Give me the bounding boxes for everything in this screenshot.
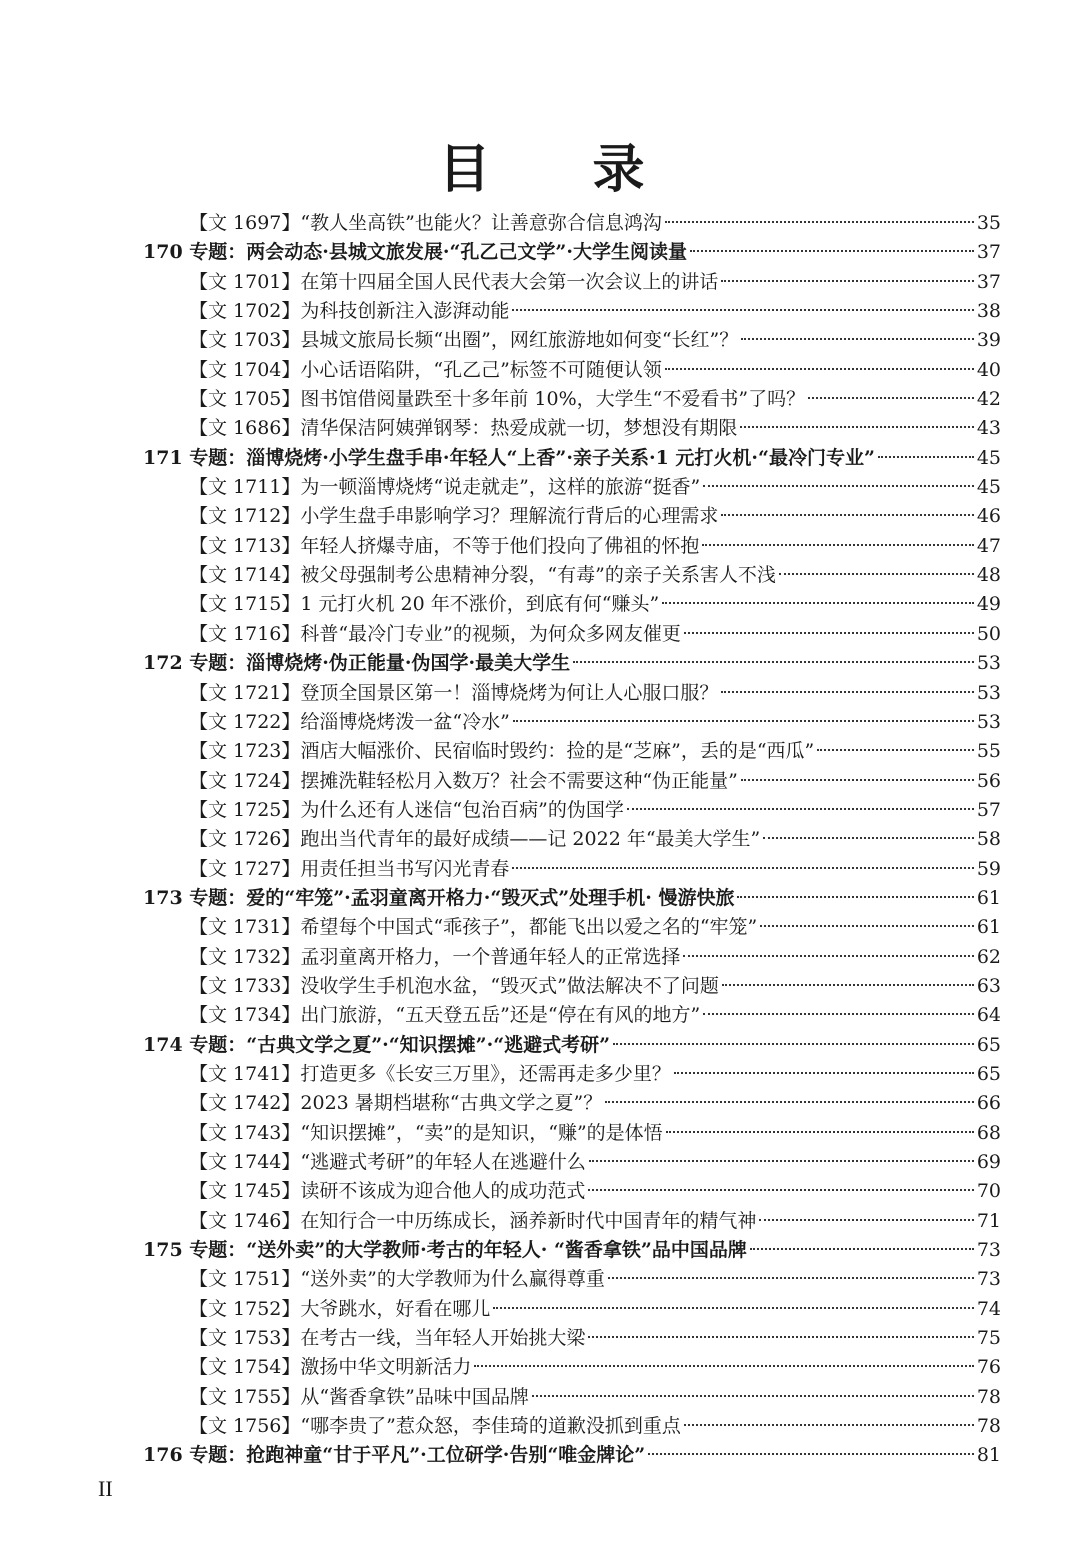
toc-entry-row[interactable] xyxy=(143,855,1001,884)
toc-entry-row[interactable] xyxy=(143,737,1001,766)
toc-entry-row[interactable] xyxy=(143,1324,1001,1353)
toc-page-number: 74 xyxy=(976,1297,1001,1320)
toc-page-number: 70 xyxy=(976,1180,1001,1203)
toc-entry-title: 【文 1726】跑出当代青年的最好成绩——记 2022 年“最美大学生” xyxy=(189,828,761,851)
toc-page-number: 69 xyxy=(976,1151,1001,1173)
dot-leader xyxy=(721,514,973,516)
dot-leader xyxy=(683,955,973,957)
toc-entry-title: 【文 1751】“送外卖”的大学教师为什么赢得尊重 xyxy=(189,1268,605,1291)
toc-page-number: 73 xyxy=(976,1268,1001,1291)
toc-entry-row[interactable] xyxy=(143,1089,1001,1118)
toc-page-number: 35 xyxy=(976,212,1001,234)
toc-page-number: 81 xyxy=(976,1444,1001,1467)
dot-leader xyxy=(760,925,974,927)
toc-page-number: 59 xyxy=(976,857,1001,880)
toc-topic-row[interactable] xyxy=(143,1441,1001,1470)
toc-entry-title: 【文 1724】摆摊洗鞋轻松月入数万？社会不需要这种“伪正能量” xyxy=(189,769,738,792)
toc-page-number: 50 xyxy=(976,622,1001,645)
toc-entry-title: 【文 1704】小心话语陷阱，“孔乙己”标签不可随便认领 xyxy=(189,358,662,381)
toc-entry-title: 【文 1703】县城文旅局长频“出圈”，网红旅游地如何变“长红”？ xyxy=(189,329,739,352)
toc-page-number: 64 xyxy=(976,1004,1001,1027)
table-of-contents xyxy=(143,209,1001,1471)
dot-leader xyxy=(779,573,974,575)
dot-leader xyxy=(740,426,973,428)
toc-page-number: 75 xyxy=(976,1327,1001,1350)
toc-page-number: 55 xyxy=(976,740,1001,763)
dot-leader xyxy=(741,338,974,340)
toc-page-number: 37 xyxy=(976,270,1001,293)
toc-entry-row[interactable] xyxy=(143,532,1001,561)
toc-entry-row[interactable] xyxy=(143,297,1001,326)
toc-page-number: 48 xyxy=(976,564,1001,587)
toc-entry-title: 【文 1746】在知行合一中历练成长，涵养新时代中国青年的精气神 xyxy=(189,1209,757,1232)
dot-leader xyxy=(817,749,974,751)
dot-leader xyxy=(588,1189,973,1191)
toc-page-number: 68 xyxy=(976,1121,1001,1144)
toc-entry-row[interactable] xyxy=(143,1265,1001,1294)
toc-page-number: 40 xyxy=(976,358,1001,381)
dot-leader xyxy=(750,1248,974,1250)
dot-leader xyxy=(474,1365,973,1367)
toc-topic-row[interactable] xyxy=(143,1236,1001,1265)
toc-page-number: 63 xyxy=(976,974,1001,997)
toc-page-number: 78 xyxy=(976,1415,1001,1438)
toc-entry-title: 【文 1742】2023 暑期档堪称“古典文学之夏”？ xyxy=(189,1092,603,1115)
toc-entry-title: 【文 1727】用责任担当书写闪光青春 xyxy=(189,857,510,880)
toc-topic-title: 174 专题：“古典文学之夏”·“知识摆摊”·“逃避式考研” xyxy=(143,1033,611,1056)
toc-entry-row[interactable] xyxy=(143,1177,1001,1206)
toc-entry-row[interactable] xyxy=(143,913,1001,942)
dot-leader xyxy=(627,808,974,810)
toc-entry-row[interactable] xyxy=(143,209,1001,238)
dot-leader xyxy=(605,1101,974,1103)
toc-entry-row[interactable] xyxy=(143,1383,1001,1412)
dot-leader xyxy=(703,1013,974,1015)
toc-entry-row[interactable] xyxy=(143,1207,1001,1236)
toc-entry-title: 【文 1686】清华保洁阿姨弹钢琴：热爱成就一切，梦想没有期限 xyxy=(189,417,738,440)
toc-entry-title: 【文 1725】为什么还有人迷信“包治百病”的伪国学 xyxy=(189,798,624,821)
toc-entry-title: 【文 1734】出门旅游，“五天登五岳”还是“停在有风的地方” xyxy=(189,1004,701,1027)
toc-topic-title: 173 专题：爱的“牢笼”·孟羽童离开格力·“毁灭式”处理手机· 慢游快旅 xyxy=(143,886,735,909)
toc-page-number: 78 xyxy=(976,1385,1001,1408)
dot-leader xyxy=(662,602,974,604)
toc-page-number: 47 xyxy=(976,534,1001,557)
toc-entry-row[interactable] xyxy=(143,825,1001,854)
toc-entry-title: 【文 1714】被父母强制考公患精神分裂，“有毒”的亲子关系害人不浅 xyxy=(189,564,776,587)
toc-page-number: 49 xyxy=(976,593,1001,616)
toc-page-number: 53 xyxy=(976,710,1001,733)
toc-topic-row[interactable] xyxy=(143,238,1001,267)
toc-page-number: 43 xyxy=(976,417,1001,440)
toc-topic-row[interactable] xyxy=(143,444,1001,473)
toc-entry-row[interactable] xyxy=(143,972,1001,1001)
toc-page-number: 65 xyxy=(976,1033,1001,1056)
toc-page-number: 45 xyxy=(976,476,1001,499)
toc-entry-row[interactable] xyxy=(143,679,1001,708)
dot-leader xyxy=(532,1395,974,1397)
dot-leader xyxy=(665,368,974,370)
toc-entry-row[interactable] xyxy=(143,767,1001,796)
toc-page-number: 61 xyxy=(976,886,1001,909)
page-number-roman: II xyxy=(98,1476,113,1501)
toc-entry-title: 【文 1743】“知识摆摊”，“卖”的是知识，“赚”的是体悟 xyxy=(189,1121,663,1144)
toc-entry-title: 【文 1755】从“酱香拿铁”品味中国品牌 xyxy=(189,1385,529,1408)
toc-entry-row[interactable] xyxy=(143,796,1001,825)
dot-leader xyxy=(513,720,974,722)
toc-entry-row[interactable] xyxy=(143,473,1001,502)
toc-entry-row[interactable] xyxy=(143,620,1001,649)
toc-topic-title: 170 专题：两会动态·县城文旅发展·“孔乙己文学”·大学生阅读量 xyxy=(143,241,687,264)
dot-leader xyxy=(666,1131,974,1133)
dot-leader xyxy=(588,1336,973,1338)
toc-page-number: 66 xyxy=(976,1092,1001,1115)
toc-entry-row[interactable] xyxy=(143,943,1001,972)
toc-page-number: 71 xyxy=(976,1209,1001,1232)
toc-page-number: 45 xyxy=(976,446,1001,469)
toc-page-number: 38 xyxy=(976,300,1001,323)
dot-leader xyxy=(512,867,973,869)
toc-topic-title: 172 专题：淄博烧烤·伪正能量·伪国学·最美大学生 xyxy=(143,652,571,675)
dot-leader xyxy=(684,1424,974,1426)
toc-page-number: 76 xyxy=(976,1356,1001,1379)
toc-page-number: 73 xyxy=(976,1239,1001,1262)
toc-topic-title: 175 专题：“送外卖”的大学教师·考古的年轻人· “酱香拿铁”品中国品牌 xyxy=(143,1239,747,1262)
toc-topic-row[interactable] xyxy=(143,649,1001,678)
toc-page-number: 53 xyxy=(976,681,1001,704)
dot-leader xyxy=(589,1160,974,1162)
dot-leader xyxy=(763,837,974,839)
toc-entry-row[interactable] xyxy=(143,1119,1001,1148)
toc-entry-row[interactable] xyxy=(143,1060,1001,1089)
dot-leader xyxy=(721,691,973,693)
dot-leader xyxy=(690,250,974,252)
toc-entry-title: 【文 1745】读研不该成为迎合他人的成功范式 xyxy=(189,1180,586,1203)
dot-leader xyxy=(703,485,974,487)
toc-entry-row[interactable] xyxy=(143,356,1001,385)
dot-leader xyxy=(722,984,974,986)
dot-leader xyxy=(684,632,974,634)
toc-entry-title: 【文 1716】科普“最冷门专业”的视频，为何众多网友催更 xyxy=(189,622,681,645)
toc-entry-title: 【文 1713】年轻人挤爆寺庙，不等于他们投向了佛祖的怀抱 xyxy=(189,534,700,557)
toc-entry-title: 【文 1754】激扬中华文明新活力 xyxy=(189,1356,472,1379)
toc-entry-row[interactable] xyxy=(143,414,1001,443)
toc-page-number: 42 xyxy=(976,388,1001,411)
dot-leader xyxy=(665,221,974,223)
toc-entry-title: 【文 1721】登顶全国景区第一！淄博烧烤为何让人心服口服？ xyxy=(189,681,719,704)
toc-page-number: 46 xyxy=(976,505,1001,528)
toc-entry-title: 【文 1701】在第十四届全国人民代表大会第一次会议上的讲话 xyxy=(189,270,719,293)
toc-entry-title: 【文 1753】在考古一线，当年轻人开始挑大梁 xyxy=(189,1327,586,1350)
toc-page-number: 65 xyxy=(976,1062,1001,1085)
toc-entry-row[interactable] xyxy=(143,268,1001,297)
dot-leader xyxy=(741,779,974,781)
toc-entry-row[interactable] xyxy=(143,1148,1001,1177)
dot-leader xyxy=(759,1219,973,1221)
toc-entry-row[interactable] xyxy=(143,708,1001,737)
toc-entry-title: 【文 1731】希望每个中国式“乖孩子”，都能飞出以爱之名的“牢笼” xyxy=(189,916,758,939)
dot-leader xyxy=(493,1307,973,1309)
toc-entry-row[interactable] xyxy=(143,385,1001,414)
dot-leader xyxy=(737,896,973,898)
dot-leader xyxy=(608,1277,974,1279)
dot-leader xyxy=(702,544,973,546)
toc-entry-title: 【文 1702】为科技创新注入澎湃动能 xyxy=(189,300,510,323)
dot-leader xyxy=(721,280,973,282)
toc-entry-title: 【文 1705】图书馆借阅量跌至十多年前 10%，大学生“不爱看书”了吗？ xyxy=(189,388,806,411)
toc-entry-title: 【文 1752】大爷跳水，好看在哪儿 xyxy=(189,1297,491,1320)
toc-entry-row[interactable] xyxy=(143,326,1001,355)
toc-page-number: 58 xyxy=(976,828,1001,851)
dot-leader xyxy=(613,1043,974,1045)
toc-page-number: 57 xyxy=(976,798,1001,821)
dot-leader xyxy=(674,1072,974,1074)
dot-leader xyxy=(878,456,974,458)
toc-page-number: 37 xyxy=(976,241,1001,264)
toc-entry-row[interactable] xyxy=(143,1295,1001,1324)
toc-topic-title: 171 专题：淄博烧烤·小学生盘手串·年轻人“上香”·亲子关系·1 元打火机·“最冷门专业” xyxy=(143,446,875,469)
toc-entry-row[interactable] xyxy=(143,590,1001,619)
toc-entry-title: 【文 1756】“哪李贵了”惹众怒，李佳琦的道歉没抓到重点 xyxy=(189,1415,681,1438)
toc-entry-title: 【文 1697】“教人坐高铁”也能火？让善意弥合信息鸿沟 xyxy=(189,212,662,234)
toc-topic-row[interactable] xyxy=(143,884,1001,913)
toc-entry-row[interactable] xyxy=(143,502,1001,531)
toc-entry-title: 【文 1711】为一顿淄博烧烤“说走就走”，这样的旅游“挺香” xyxy=(189,476,701,499)
toc-entry-row[interactable] xyxy=(143,561,1001,590)
toc-page-number: 62 xyxy=(976,945,1001,968)
dot-leader xyxy=(573,661,974,663)
toc-topic-title: 176 专题：抢跑神童“甘于平凡”·工位研学·告别“唯金牌论” xyxy=(143,1444,646,1467)
toc-entry-title: 【文 1744】“逃避式考研”的年轻人在逃避什么 xyxy=(189,1151,586,1173)
toc-topic-row[interactable] xyxy=(143,1031,1001,1060)
toc-entry-title: 【文 1741】打造更多《长安三万里》，还需再走多少里？ xyxy=(189,1062,671,1085)
dot-leader xyxy=(648,1453,974,1455)
toc-page-number: 39 xyxy=(976,329,1001,352)
toc-page-number: 56 xyxy=(976,769,1001,792)
toc-entry-title: 【文 1723】酒店大幅涨价、民宿临时毁约：捡的是“芝麻”，丢的是“西瓜” xyxy=(189,740,815,763)
toc-entry-row[interactable] xyxy=(143,1001,1001,1030)
dot-leader xyxy=(808,397,974,399)
toc-entry-title: 【文 1722】给淄博烧烤泼一盆“冷水” xyxy=(189,710,510,733)
toc-entry-title: 【文 1715】1 元打火机 20 年不涨价，到底有何“赚头” xyxy=(189,593,660,616)
toc-entry-row[interactable] xyxy=(143,1353,1001,1382)
toc-entry-title: 【文 1732】孟羽童离开格力，一个普通年轻人的正常选择 xyxy=(189,945,681,968)
page-title: 目 录 xyxy=(438,139,687,200)
toc-entry-title: 【文 1712】小学生盘手串影响学习？理解流行背后的心理需求 xyxy=(189,505,719,528)
toc-page-number: 53 xyxy=(976,652,1001,675)
toc-entry-title: 【文 1733】没收学生手机泡水盆，“毁灭式”做法解决不了问题 xyxy=(189,974,719,997)
toc-page-number: 61 xyxy=(976,916,1001,939)
toc-entry-row[interactable] xyxy=(143,1412,1001,1441)
dot-leader xyxy=(512,309,973,311)
